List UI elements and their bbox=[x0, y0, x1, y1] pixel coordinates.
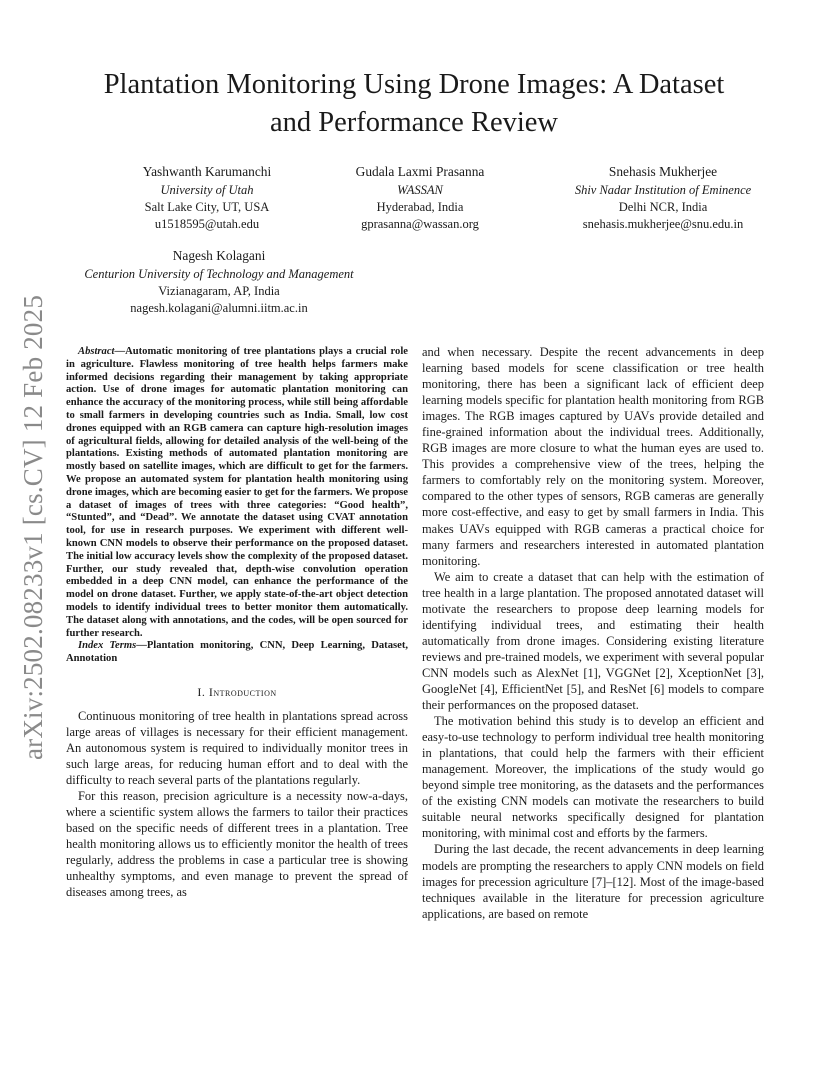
abstract-label: Abstract bbox=[78, 346, 115, 357]
author-affiliation: Shiv Nadar Institution of Eminence bbox=[574, 183, 752, 197]
paragraph: and when necessary. Despite the recent advancements in deep learning based models for scene classification or tree health monitoring, there has been a significant lack of efficient deep learning models specific for plantation health monitoring from RGB images. The RGB images captured by UAVs provide detailed and fine-grained information about the individual trees. Additionally, RGB images are more closure to what the human eyes are used to. This provides a comprehensive view of the trees, helping the farmers to comfortably rely on the monitoring system. Moreover, compared to the other types of sensors, RGB cameras are generally more cost-effective, and easy to get by small farmers in India. This makes UAVs equipped with RGB cameras a practical choice for many farmers and researchers interested in automated plantation monitoring. bbox=[422, 345, 764, 568]
paragraph: Continuous monitoring of tree health in plantations spread across large areas of villages is necessary for their efficient management. An autonomous system is required to individually monitor trees in such large areas, for reducing human effort and to deal with the difficulty to reach several parts of the plantations regularly. bbox=[66, 708, 408, 788]
author-block-1 bbox=[112, 163, 302, 233]
paragraph: For this reason, precision agriculture is a necessity now-a-days, where a scientific system allows the farmers to tailor their practices based on the specific needs of different trees in a plantation. Tree health monitoring allows us to efficiently monitor the health of trees regularly, address the problems in case a particular tree is showing unhealthy symptoms, and even manage to prevent the spread of diseases among trees, as bbox=[66, 789, 408, 900]
paragraph: The motivation behind this study is to develop an efficient and easy-to-use technology to perform individual tree health monitoring in plantations, that could help the farmers with their efficient management. Moreover, the implications of the study would go beyond simple tree monitoring, as the datasets and the performances of the existing CNN models can motivate the researchers to build suitable neural networks specifically designed for plantation monitoring, with minimal cost and efforts by the farmers. bbox=[422, 714, 764, 841]
author-block-2 bbox=[320, 163, 520, 233]
arxiv-stamp-text: arXiv:2502.08233v1 [cs.CV] 12 Feb 2025 bbox=[18, 294, 49, 760]
author-location: Salt Lake City, UT, USA bbox=[144, 200, 270, 214]
right-column bbox=[422, 344, 764, 922]
author-location: Hyderabad, India bbox=[376, 200, 464, 214]
author-location: Delhi NCR, India bbox=[618, 200, 708, 214]
index-terms: Plantation monitoring, CNN, Deep Learning, Dataset, Annotation bbox=[66, 640, 408, 665]
paragraph: We aim to create a dataset that can help with the estimation of tree health in a large plantation. The proposed annotated dataset will motivate the researchers to propose deep learning models for identifying individual trees, and estimating their health automatically from drone images. Considering existing literature reviews and pre-trained models, we experiment with several popular CNN models such as AlexNet [1], VGGNet [2], XceptionNet [3], GoogleNet [4], EfficientNet [5], and ResNet [6] models to compare their performances on the proposed dataset. bbox=[422, 569, 764, 713]
author-affiliation: Centurion University of Technology and Management bbox=[84, 267, 354, 281]
author-email: gprasanna@wassan.org bbox=[361, 217, 479, 231]
author-email: snehasis.mukherjee@snu.edu.in bbox=[582, 217, 744, 231]
author-affiliation: University of Utah bbox=[160, 183, 254, 197]
author-block-3 bbox=[548, 163, 778, 233]
author-email: u1518595@utah.edu bbox=[154, 217, 260, 231]
paper-title: Plantation Monitoring Using Drone Images: A Dataset and Performance Review bbox=[103, 69, 725, 138]
abstract-text: Automatic monitoring of tree plantations plays a crucial role in agriculture. Flawless monitoring of tree health helps farmers make informed decisions regarding their management by taking appropriate action. Use of drone images for automatic plantation monitoring can enhance the accuracy of the monitoring process, while still being affordable to small farmers in developing countries such as India. Small, low cost drones equipped with an RGB camera can capture high-resolution images of agricultural fields, allowing for detailed analysis of the well-being of the plantations. Existing methods of automated plantation monitoring are mostly based on satellite images, which are difficult to get for the farmers. We propose an automated system for plantation health monitoring using drone images, which are becoming easier to get for the farmers. We propose a dataset of images of trees with three categories: “Good health”, “Stunted”, and “Dead”. We annotate the dataset using CVAT annotation tool, for use in research purposes. We experiment with different well-known CNN models to observe their performance on the proposed dataset. The initial low accuracy levels show the complexity of the proposed dataset. Further, our study revealed that, depth-wise convolution operation embedded in a deep CNN model, can enhance the performance of the model on drone dataset. Further, we apply state-of-the-art object detection models to identify individual trees to better monitor them automatically. The dataset along with annotations, and the codes, will be open sourced for further research. bbox=[66, 346, 408, 639]
author-name: Yashwanth Karumanchi bbox=[142, 164, 272, 179]
arxiv-stamp bbox=[14, 292, 54, 762]
author-name: Nagesh Kolagani bbox=[172, 248, 266, 263]
author-email: nagesh.kolagani@alumni.iitm.ac.in bbox=[130, 301, 308, 315]
abstract: Abstract—Automatic monitoring of tree plantations plays a crucial role in agriculture. Flawless monitoring of tree health helps farmers make informed decisions regarding their management by taking appropriate action. Use of drone images for automatic plantation monitoring can enhance the accuracy of the monitoring process, while still being affordable to small farmers in developing countries such as India. Small, low cost drones equipped with an RGB camera can capture high-resolution images of agricultural fields, allowing for detailed analysis of the well-being of the plantations. Existing methods of automated plantation monitoring are mostly based on satellite images, which are difficult to get for the farmers. We propose an automated system for plantation health monitoring using drone images, which are becoming easier to get for the farmers. We propose a dataset of images of trees with three categories: “Good health”, “Stunted”, and “Dead”. We annotate the dataset using CVAT annotation tool, for use in research purposes. We experiment with different well-known CNN models to observe their performance on the proposed dataset. The initial low accuracy levels show the complexity of the proposed dataset. Further, our study revealed that, depth-wise convolution operation embedded in a deep CNN model, can enhance the performance of the model on drone dataset. Further, we apply state-of-the-art object detection models to identify individual trees to better monitor them automatically. The dataset along with annotations, and the codes, will be open sourced for further research. Index Terms—Plantation monitoring, CNN, Deep Learning, Dataset, Annotation bbox=[66, 346, 408, 665]
left-column bbox=[66, 346, 408, 901]
author-name: Gudala Laxmi Prasanna bbox=[355, 164, 485, 179]
paragraph: During the last decade, the recent advancements in deep learning models are prompting the researchers to apply CNN models on field images for precession agriculture [7]–[12]. Most of the image-based techniques available in the literature for precession agriculture applications, are based on remote bbox=[422, 842, 764, 921]
author-location: Vizianagaram, AP, India bbox=[158, 284, 280, 298]
author-block-4 bbox=[62, 247, 376, 317]
index-terms-label: Index Terms bbox=[78, 640, 137, 652]
author-affiliation: WASSAN bbox=[397, 183, 443, 197]
author-name: Snehasis Mukherjee bbox=[608, 164, 718, 179]
section-heading: I. Introduction bbox=[197, 684, 277, 699]
